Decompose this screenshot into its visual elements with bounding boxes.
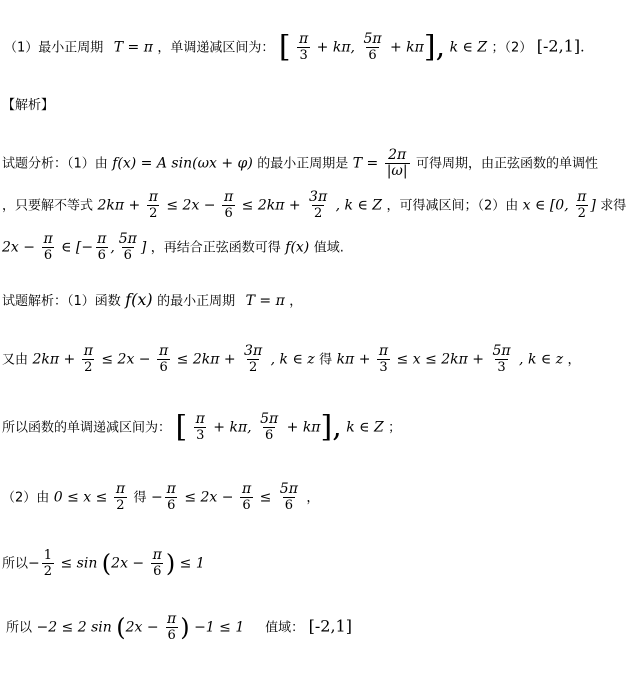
- math: ≤ x ≤ 2kπ +: [396, 351, 485, 368]
- text: 可得周期，由正弦函数的单调性: [416, 156, 599, 172]
- math: 2kπ +: [32, 351, 76, 368]
- fraction: $\frac{\pi}{3}$: [195, 411, 205, 443]
- text: ，只要解不等式: [2, 198, 94, 214]
- right-bracket: ],: [423, 29, 446, 65]
- fraction: $\frac{\pi}{6}$: [167, 611, 177, 643]
- fraction: $\frac{\pi}{2}$: [577, 189, 587, 221]
- math: −: [28, 555, 40, 572]
- range-value: [-2,1]: [308, 616, 352, 636]
- right-paren: ): [180, 613, 190, 642]
- text: 所以函数的单调递减区间为：: [2, 420, 172, 436]
- function-formula: f(x) = A sin(ωx + φ): [112, 155, 253, 172]
- solution-line-4: [2, 482, 319, 513]
- text: 的最小正周期是: [257, 156, 349, 172]
- fraction: $\frac{\pi}{3}$: [299, 31, 309, 63]
- math: T = π: [245, 293, 285, 309]
- analysis-line-2: [2, 190, 626, 221]
- period-mark: .: [580, 39, 585, 56]
- analysis-label: 试题分析：（1）由: [2, 156, 108, 172]
- math: , k ∈ z: [270, 351, 315, 368]
- left-paren: (: [116, 613, 126, 642]
- text: 得: [133, 490, 147, 506]
- fraction: $\frac{1}{2}$: [43, 548, 53, 579]
- k-domain: k ∈ Z: [449, 39, 488, 56]
- solution-label: 试题解析：（1）函数: [2, 294, 121, 309]
- math: x ∈ [0,: [522, 197, 569, 214]
- text: ，可得减区间；（2）由: [386, 198, 519, 214]
- range-label: 值域：: [265, 620, 305, 636]
- text: 所以: [6, 620, 33, 636]
- text: ；: [388, 420, 402, 436]
- solution-line-6: [6, 612, 352, 643]
- fraction: $\frac{5\pi}{3}$: [492, 343, 511, 375]
- solution-line-3: [2, 409, 402, 445]
- solution-line-1: [2, 290, 302, 312]
- fraction: $\frac{\pi}{6}$: [223, 189, 234, 221]
- math: −1 ≤ 1: [194, 619, 245, 636]
- math: ≤ 2x −: [101, 351, 151, 368]
- math: f(x): [285, 239, 310, 256]
- fraction: $\frac{\pi}{3}$: [378, 343, 389, 375]
- math: ≤ 2x −: [166, 197, 216, 214]
- answer-part2-label: ；（2）: [491, 40, 533, 56]
- answer-line: [4, 29, 585, 65]
- fraction: $\frac{3\pi}{2}$: [309, 189, 328, 221]
- text: 得: [319, 352, 333, 368]
- math: f(x): [125, 290, 153, 309]
- solution-line-5: [2, 548, 205, 579]
- math: ]: [590, 197, 596, 214]
- answer-part1-label: （1）最小正周期: [4, 40, 104, 56]
- text: 值域.: [313, 240, 344, 256]
- math: ≤ 2kπ +: [241, 197, 301, 214]
- range-answer: [-2,1]: [536, 36, 581, 56]
- math: 2x −: [111, 555, 145, 572]
- math: ≤ 2x −: [184, 489, 234, 506]
- fraction: $\frac{\pi}{6}$: [241, 481, 252, 513]
- text: （2）由: [2, 490, 50, 506]
- fraction: $\frac{5\pi}{6}$: [279, 481, 298, 513]
- math: ≤ 1: [179, 555, 205, 572]
- math: 2x −: [125, 619, 159, 636]
- math: 0 ≤ x ≤: [53, 489, 108, 506]
- math: + kπ,: [213, 419, 252, 436]
- fraction: $\frac{\pi}{2}$: [83, 343, 93, 375]
- math: , k ∈ z: [519, 351, 564, 368]
- analysis-heading: 【解析】: [2, 98, 55, 113]
- fraction: $\frac{5\pi}{6}$: [260, 411, 279, 443]
- left-bracket: [: [278, 29, 291, 65]
- math: 2x −: [2, 239, 35, 256]
- fraction: $\frac{2\pi}{|\omega|}$: [386, 147, 408, 179]
- fraction: $\frac{\pi}{6}$: [166, 481, 176, 513]
- analysis-line-1: [2, 148, 598, 179]
- right-paren: ): [165, 549, 176, 578]
- text: 所以: [2, 556, 29, 572]
- fraction: $\frac{\pi}{6}$: [158, 343, 169, 375]
- fraction: $\frac{\pi}{6}$: [152, 547, 162, 579]
- interval-term: + kπ: [390, 39, 424, 56]
- text: ，再结合正弦函数可得: [150, 240, 281, 256]
- fraction: $\frac{\pi}{2}$: [148, 189, 158, 221]
- math: ]: [140, 239, 147, 256]
- right-bracket: ],: [320, 409, 342, 445]
- text: 又由: [2, 352, 29, 368]
- math: + kπ: [286, 419, 321, 436]
- math: kπ +: [336, 351, 371, 368]
- math: ≤ 2kπ +: [176, 351, 236, 368]
- fraction: $\frac{\pi}{2}$: [115, 481, 126, 513]
- math: , k ∈ Z: [335, 197, 382, 214]
- text: ，: [306, 490, 320, 506]
- math: −: [150, 489, 163, 506]
- period-formula: T = π: [113, 39, 153, 56]
- math: ≤ sin: [60, 555, 98, 572]
- fraction: $\frac{3\pi}{2}$: [244, 343, 263, 375]
- left-bracket: [: [175, 409, 188, 445]
- text: ，: [289, 294, 303, 309]
- text: 求得: [600, 198, 627, 214]
- text: 的最小正周期: [157, 294, 236, 309]
- math: ∈ [−: [61, 239, 94, 256]
- math: −2 ≤ 2 sin: [36, 619, 112, 636]
- decreasing-interval-label: ，单调递减区间为：: [157, 40, 275, 56]
- period-symbol: T =: [352, 155, 379, 172]
- fraction: $\frac{\pi}{6}$: [97, 231, 107, 263]
- math: k ∈ Z: [346, 419, 384, 436]
- left-paren: (: [101, 549, 112, 578]
- fraction: $\frac{5\pi}{6}$: [363, 31, 382, 63]
- analysis-line-3: [2, 232, 344, 263]
- math: 2kπ +: [97, 197, 141, 214]
- interval-term: + kπ,: [316, 39, 355, 56]
- math: ≤: [259, 489, 272, 506]
- solution-line-2: [2, 344, 581, 375]
- math: ,: [110, 239, 115, 256]
- text: ，: [567, 352, 581, 368]
- fraction: $\frac{5\pi}{6}$: [118, 231, 137, 263]
- fraction: $\frac{\pi}{6}$: [43, 231, 53, 263]
